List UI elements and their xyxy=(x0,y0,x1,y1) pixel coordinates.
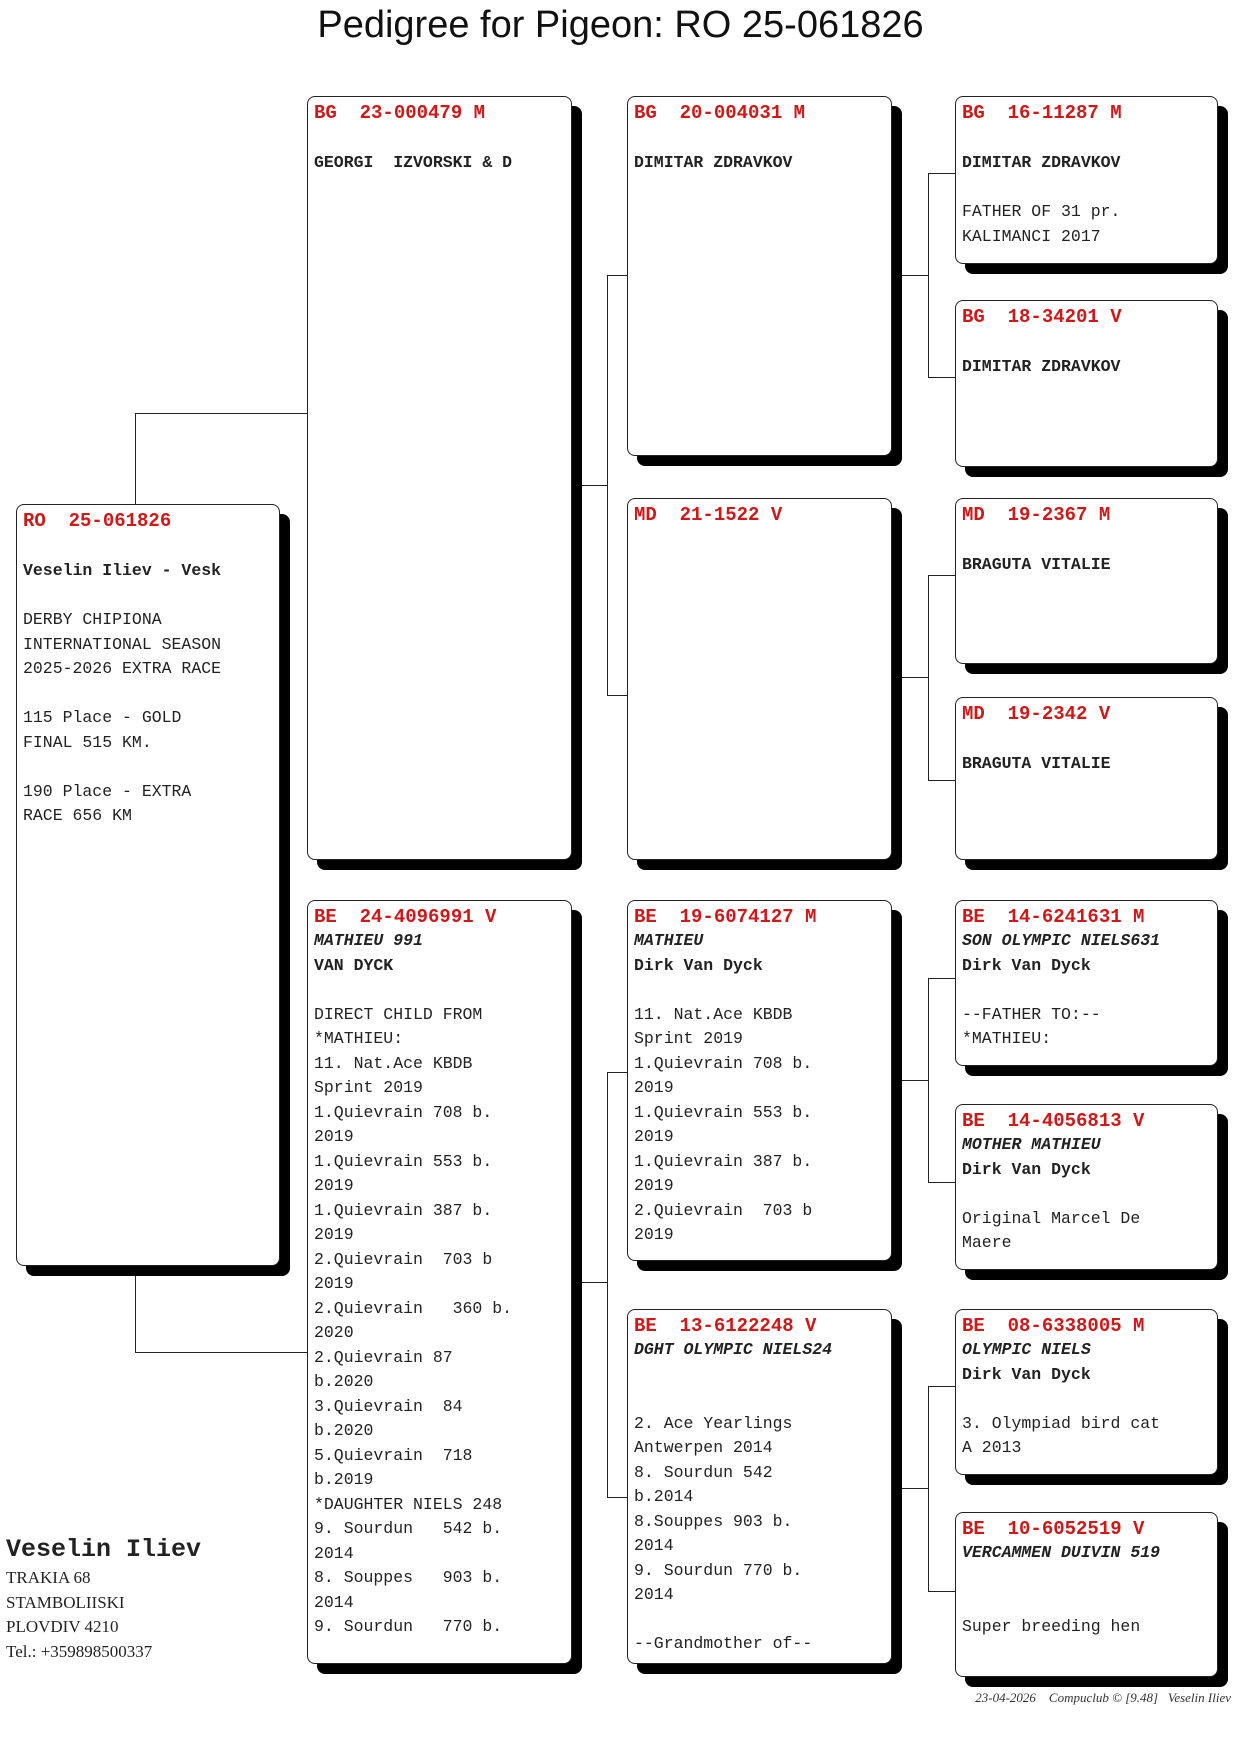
pigeon-card-sss[interactable] xyxy=(955,96,1218,264)
connector-line xyxy=(928,1591,955,1592)
pigeon-notes: DIRECT CHILD FROM *MATHIEU: 11. Nat.Ace KBDB Sprint 2019 1.Quievrain 708 b. 2019 1.Quievrain 553 b. 2019 1.Quievrain 387 b. 2019 2.Quievrain 703 b 2019 2.Quievrain 360 b. 2020 2.Quievrain 87 b.2020 3.Quievrain 84 b.2020 5.Quievrain 718 b.2019 *DAUGHTER NIELS 248 9. Sourdun 542 b. 2014 8. Souppes 903 b. 2014 9. Sourdun 770 b. xyxy=(314,1004,513,1636)
connector-line xyxy=(135,413,307,414)
pigeon-card-sire-dam[interactable] xyxy=(627,498,892,860)
pigeon-card-sire-sire[interactable] xyxy=(627,96,892,456)
pigeon-notes: --FATHER TO:-- *MATHIEU: xyxy=(962,1004,1101,1048)
ring-number: BE 10-6052519 V xyxy=(962,1518,1145,1540)
pigeon-card-dam[interactable] xyxy=(307,900,572,1664)
owner-name: VAN DYCK xyxy=(314,955,394,975)
owner-name: Dirk Van Dyck xyxy=(962,1364,1091,1384)
pigeon-name: MATHIEU xyxy=(634,931,704,950)
pigeon-name: MOTHER MATHIEU xyxy=(962,1135,1101,1154)
owner-name: Dirk Van Dyck xyxy=(634,955,763,975)
connector-line xyxy=(607,1072,627,1073)
connector-line xyxy=(607,1497,627,1498)
connector-line xyxy=(928,377,955,378)
ring-number: BE 24-4096991 V xyxy=(314,906,497,928)
ring-number: BE 08-6338005 M xyxy=(962,1315,1145,1337)
ring-number: MD 19-2342 V xyxy=(962,703,1111,725)
owner-name: Dirk Van Dyck xyxy=(962,1159,1091,1179)
ring-number: BG 16-11287 M xyxy=(962,102,1122,124)
pigeon-card-dam-sire[interactable] xyxy=(627,900,892,1261)
page-title: Pedigree for Pigeon: RO 25-061826 xyxy=(317,4,924,46)
connector-line xyxy=(928,575,929,780)
ring-number: BG 20-004031 M xyxy=(634,102,806,124)
pigeon-notes: DERBY CHIPIONA INTERNATIONAL SEASON 2025-2026 EXTRA RACE 115 Place - GOLD FINAL 515 KM. 190 Place - EXTRA RACE 656 KM xyxy=(23,610,222,825)
ring-number: BE 13-6122248 V xyxy=(634,1315,817,1337)
owner-name: GEORGI IZVORSKI & D xyxy=(314,153,513,172)
breeder-address-line: STAMBOLIISKI xyxy=(6,1592,125,1612)
connector-line xyxy=(572,485,608,486)
connector-line xyxy=(928,173,955,174)
pigeon-card-ddd[interactable] xyxy=(955,1512,1218,1677)
connector-line xyxy=(135,1265,136,1353)
connector-line xyxy=(892,1488,928,1489)
breeder-address-line: TRAKIA 68 xyxy=(6,1568,91,1587)
owner-name: DIMITAR ZDRAVKOV xyxy=(634,153,793,172)
pigeon-notes: Super breeding hen xyxy=(962,1616,1141,1636)
owner-name: Dirk Van Dyck xyxy=(962,955,1091,975)
connector-line xyxy=(572,1282,608,1283)
pigeon-card-sdd[interactable] xyxy=(955,697,1218,860)
connector-line xyxy=(928,978,955,979)
owner-name: DIMITAR ZDRAVKOV xyxy=(962,357,1121,376)
ring-number: BG 18-34201 V xyxy=(962,306,1122,328)
ring-number: MD 21-1522 V xyxy=(634,504,783,526)
connector-line xyxy=(607,275,608,695)
breeder-info xyxy=(6,1534,201,1664)
ring-number: MD 19-2367 M xyxy=(962,504,1111,526)
connector-line xyxy=(607,695,627,696)
ring-number: BE 14-6241631 M xyxy=(962,906,1145,928)
ring-number: BE 14-4056813 V xyxy=(962,1110,1145,1132)
connector-line xyxy=(928,1386,955,1387)
connector-line xyxy=(135,1352,307,1353)
connector-line xyxy=(928,978,929,1182)
ring-number: RO 25-061826 xyxy=(23,510,172,532)
connector-line xyxy=(928,780,955,781)
pigeon-card-dss[interactable] xyxy=(955,900,1218,1066)
pigeon-notes: Original Marcel De Maere xyxy=(962,1208,1141,1252)
connector-line xyxy=(928,1182,955,1183)
connector-line xyxy=(928,1386,929,1591)
connector-line xyxy=(135,413,136,504)
ring-number: BG 23-000479 M xyxy=(314,102,486,124)
connector-line xyxy=(892,1080,928,1081)
connector-line xyxy=(892,677,928,678)
connector-line xyxy=(607,1072,608,1497)
pigeon-card-ssd[interactable] xyxy=(955,300,1218,467)
pigeon-notes: FATHER OF 31 pr. KALIMANCI 2017 xyxy=(962,202,1121,246)
owner-name: Veselin Iliev - Vesk xyxy=(23,561,222,580)
connector-line xyxy=(928,575,955,576)
connector-line xyxy=(928,173,929,377)
owner-name: BRAGUTA VITALIE xyxy=(962,754,1111,773)
breeder-name: Veselin Iliev xyxy=(6,1535,202,1564)
breeder-phone: Tel.: +359898500337 xyxy=(6,1641,153,1661)
pigeon-card-dsd[interactable] xyxy=(955,1104,1218,1270)
pigeon-name: OLYMPIC NIELS xyxy=(962,1340,1091,1359)
owner-name: BRAGUTA VITALIE xyxy=(962,555,1111,574)
pigeon-name: VERCAMMEN DUIVIN 519 xyxy=(962,1543,1161,1562)
pigeon-card-sds[interactable] xyxy=(955,498,1218,664)
pigeon-card-dam-dam[interactable] xyxy=(627,1309,892,1664)
pigeon-card-dds[interactable] xyxy=(955,1309,1218,1475)
ring-number: BE 19-6074127 M xyxy=(634,906,817,928)
pigeon-notes: 11. Nat.Ace KBDB Sprint 2019 1.Quievrain 708 b. 2019 1.Quievrain 553 b. 2019 1.Quievrain 387 b. 2019 2.Quievrain 703 b 2019 xyxy=(634,1004,813,1244)
pigeon-card-subject[interactable] xyxy=(16,504,280,1266)
footer-credit: 23-04-2026 Compuclub © [9.48] Veselin Iliev xyxy=(975,1690,1231,1705)
pigeon-notes: 3. Olympiad bird cat A 2013 xyxy=(962,1413,1161,1457)
breeder-address-line: PLOVDIV 4210 xyxy=(6,1617,119,1636)
owner-name: DIMITAR ZDRAVKOV xyxy=(962,153,1121,172)
pigeon-name: SON OLYMPIC NIELS631 xyxy=(962,931,1161,950)
connector-line xyxy=(607,275,627,276)
pigeon-card-sire[interactable] xyxy=(307,96,572,860)
pigeon-name: MATHIEU 991 xyxy=(314,931,423,950)
pigeon-name: DGHT OLYMPIC NIELS24 xyxy=(634,1340,833,1359)
connector-line xyxy=(892,275,928,276)
pigeon-notes: 2. Ace Yearlings Antwerpen 2014 8. Sourdun 542 b.2014 8.Souppes 903 b. 2014 9. Sourdun 770 b. 2014 --Grandmother of-- xyxy=(634,1413,813,1653)
